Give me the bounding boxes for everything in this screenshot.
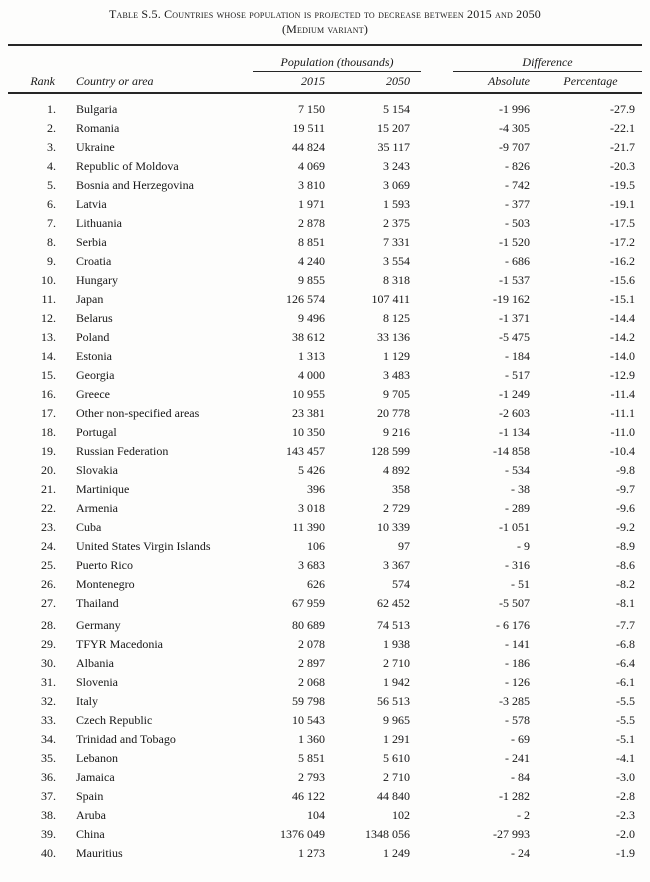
- absolute-cell: - 69: [511, 732, 530, 746]
- absolute-cell: - 9: [517, 539, 530, 553]
- table-row: [8, 420, 642, 439]
- pop2050-cell: 1 942: [383, 675, 410, 689]
- absolute-cell: - 184: [505, 349, 530, 363]
- percentage-cell: -8.6: [616, 558, 636, 572]
- pop2015-cell: 3 683: [298, 558, 325, 572]
- pop2050-cell: 1348 056: [365, 827, 410, 841]
- pop2050-cell: 1 938: [383, 637, 410, 651]
- pop2050-cell: 102: [392, 808, 410, 822]
- absolute-cell: -5 507: [499, 596, 530, 610]
- pop2015-cell: 10 350: [292, 425, 325, 439]
- percentage-cell: -2.8: [616, 789, 636, 803]
- absolute-cell: -2 603: [499, 406, 530, 420]
- country-cell: Armenia: [76, 501, 118, 515]
- pop2050-cell: 107 411: [371, 292, 410, 306]
- percentage-cell: -12.9: [610, 368, 636, 382]
- absolute-cell: - 84: [511, 770, 530, 784]
- percentage-cell: -4.1: [616, 751, 636, 765]
- pop2050-cell: 2 375: [383, 216, 410, 230]
- absolute-cell: - 377: [505, 197, 530, 211]
- pop2050-cell: 2 710: [383, 656, 410, 670]
- absolute-cell: - 742: [505, 178, 530, 192]
- table-row: [8, 803, 642, 822]
- country-cell: Martinique: [76, 482, 130, 496]
- rank-cell: 27.: [41, 596, 56, 610]
- rank-cell: 16.: [41, 387, 56, 401]
- pop2015-cell: 4 069: [298, 159, 325, 173]
- table-row: [8, 154, 642, 173]
- percentage-cell: -11.4: [610, 387, 636, 401]
- country-cell: Italy: [76, 694, 98, 708]
- absolute-cell: -1 134: [499, 425, 530, 439]
- pop2015-cell: 10 543: [292, 713, 325, 727]
- pop2015-cell: 1 313: [298, 349, 325, 363]
- pop2015-cell: 46 122: [292, 789, 325, 803]
- pop2050-cell: 33 136: [377, 330, 410, 344]
- pop2050-cell: 9 216: [383, 425, 410, 439]
- country-cell: Aruba: [76, 808, 106, 822]
- absolute-cell: - 826: [505, 159, 530, 173]
- table-row: [8, 116, 642, 135]
- pop2015-cell: 143 457: [286, 444, 325, 458]
- rank-cell: 6.: [47, 197, 56, 211]
- pop2050-cell: 9 965: [383, 713, 410, 727]
- absolute-cell: -1 371: [499, 311, 530, 325]
- table-title: [8, 0, 642, 37]
- percentage-cell: -5.5: [616, 713, 636, 727]
- country-cell: Estonia: [76, 349, 112, 363]
- pop2015-cell: 626: [307, 577, 325, 591]
- country-cell: Croatia: [76, 254, 112, 268]
- pop2015-cell: 9 496: [298, 311, 325, 325]
- rank-cell: 21.: [41, 482, 56, 496]
- table-row: [8, 553, 642, 572]
- country-cell: Belarus: [76, 311, 113, 325]
- column-header-rank: Rank: [8, 72, 58, 93]
- rank-cell: 28.: [41, 618, 56, 632]
- rank-cell: 13.: [41, 330, 56, 344]
- table-row: [8, 746, 642, 765]
- rank-cell: 36.: [41, 770, 56, 784]
- pop2015-cell: 1 273: [298, 846, 325, 860]
- percentage-cell: -6.4: [616, 656, 636, 670]
- country-cell: Ukraine: [76, 140, 115, 154]
- absolute-cell: - 517: [505, 368, 530, 382]
- country-cell: Lithuania: [76, 216, 122, 230]
- table-row: [8, 439, 642, 458]
- absolute-cell: - 241: [505, 751, 530, 765]
- country-cell: Czech Republic: [76, 713, 153, 727]
- percentage-cell: -11.0: [610, 425, 636, 439]
- table-row: [8, 363, 642, 382]
- table-row: [8, 287, 642, 306]
- pop2015-cell: 67 959: [292, 596, 325, 610]
- table-row: [8, 268, 642, 287]
- country-cell: Cuba: [76, 520, 102, 534]
- table-row: [8, 192, 642, 211]
- table-row: [8, 93, 642, 116]
- pop2015-cell: 2 897: [298, 656, 325, 670]
- rank-cell: 7.: [47, 216, 56, 230]
- absolute-cell: - 141: [505, 637, 530, 651]
- column-header-2050: 2050: [333, 72, 421, 93]
- country-cell: Romania: [76, 121, 120, 135]
- table-row: [8, 841, 642, 860]
- table-title-line2: (Medium variant): [281, 22, 369, 36]
- country-cell: Slovakia: [76, 463, 118, 477]
- country-cell: Spain: [76, 789, 104, 803]
- rank-cell: 33.: [41, 713, 56, 727]
- absolute-cell: - 686: [505, 254, 530, 268]
- pop2015-cell: 396: [307, 482, 325, 496]
- rank-cell: 34.: [41, 732, 56, 746]
- column-header-absolute: Absolute: [421, 72, 539, 93]
- percentage-cell: -6.1: [616, 675, 636, 689]
- country-cell: Bulgaria: [76, 102, 118, 116]
- table-row: [8, 496, 642, 515]
- percentage-cell: -14.2: [610, 330, 636, 344]
- rank-cell: 26.: [41, 577, 56, 591]
- pop2015-cell: 2 078: [298, 637, 325, 651]
- absolute-cell: -27 993: [493, 827, 530, 841]
- absolute-cell: - 289: [505, 501, 530, 515]
- column-header-percentage: Percentage: [539, 72, 642, 93]
- column-header-2015: 2015: [253, 72, 333, 93]
- group-header-row: [8, 46, 642, 72]
- absolute-cell: - 186: [505, 656, 530, 670]
- pop2050-cell: 35 117: [377, 140, 410, 154]
- percentage-cell: -3.0: [616, 770, 636, 784]
- country-cell: Trinidad and Tobago: [76, 732, 176, 746]
- table-row: [8, 230, 642, 249]
- pop2050-cell: 44 840: [377, 789, 410, 803]
- rank-cell: 32.: [41, 694, 56, 708]
- pop2015-cell: 4 000: [298, 368, 325, 382]
- country-cell: Germany: [76, 618, 121, 632]
- pop2050-cell: 15 207: [377, 121, 410, 135]
- pop2050-cell: 97: [398, 539, 410, 553]
- rank-cell: 9.: [47, 254, 56, 268]
- percentage-cell: -2.3: [616, 808, 636, 822]
- pop2015-cell: 5 426: [298, 463, 325, 477]
- pop2015-cell: 4 240: [298, 254, 325, 268]
- pop2015-cell: 2 878: [298, 216, 325, 230]
- rank-cell: 15.: [41, 368, 56, 382]
- rank-cell: 20.: [41, 463, 56, 477]
- country-cell: United States Virgin Islands: [76, 539, 211, 553]
- percentage-cell: -16.2: [610, 254, 636, 268]
- table-row: [8, 211, 642, 230]
- rank-cell: 22.: [41, 501, 56, 515]
- rank-cell: 18.: [41, 425, 56, 439]
- pop2015-cell: 80 689: [292, 618, 325, 632]
- percentage-cell: -8.9: [616, 539, 636, 553]
- pop2050-cell: 1 291: [383, 732, 410, 746]
- group-header-difference: [421, 46, 642, 72]
- pop2050-cell: 3 483: [383, 368, 410, 382]
- percentage-cell: -6.8: [616, 637, 636, 651]
- absolute-cell: - 51: [511, 577, 530, 591]
- pop2050-cell: 2 729: [383, 501, 410, 515]
- pop2015-cell: 3 810: [298, 178, 325, 192]
- pop2050-cell: 4 892: [383, 463, 410, 477]
- absolute-cell: -9 707: [499, 140, 530, 154]
- pop2015-cell: 59 798: [292, 694, 325, 708]
- rank-cell: 37.: [41, 789, 56, 803]
- absolute-cell: - 578: [505, 713, 530, 727]
- pop2050-cell: 1 249: [383, 846, 410, 860]
- rank-cell: 1.: [47, 102, 56, 116]
- pop2050-cell: 3 367: [383, 558, 410, 572]
- table-title-line1: Table S.5. Countries whose population is projected to decrease between 2015 and 2050: [109, 7, 541, 21]
- country-cell: Republic of Moldova: [76, 159, 179, 173]
- absolute-cell: - 126: [505, 675, 530, 689]
- country-cell: Bosnia and Herzegovina: [76, 178, 194, 192]
- rank-cell: 2.: [47, 121, 56, 135]
- pop2015-cell: 10 955: [292, 387, 325, 401]
- rank-cell: 40.: [41, 846, 56, 860]
- table-row: [8, 822, 642, 841]
- absolute-cell: - 6 176: [496, 618, 530, 632]
- rank-cell: 31.: [41, 675, 56, 689]
- pop2015-cell: 9 855: [298, 273, 325, 287]
- percentage-cell: -22.1: [610, 121, 636, 135]
- pop2050-cell: 8 318: [383, 273, 410, 287]
- rank-cell: 3.: [47, 140, 56, 154]
- pop2015-cell: 5 851: [298, 751, 325, 765]
- percentage-cell: -15.1: [610, 292, 636, 306]
- pop2015-cell: 7 150: [298, 102, 325, 116]
- percentage-cell: -9.8: [616, 463, 636, 477]
- pop2015-cell: 23 381: [292, 406, 325, 420]
- absolute-cell: - 38: [511, 482, 530, 496]
- percentage-cell: -17.2: [610, 235, 636, 249]
- pop2015-cell: 106: [307, 539, 325, 553]
- percentage-cell: -8.1: [616, 596, 636, 610]
- absolute-cell: -3 285: [499, 694, 530, 708]
- percentage-cell: -5.1: [616, 732, 636, 746]
- percentage-cell: -9.6: [616, 501, 636, 515]
- table-row: [8, 135, 642, 154]
- pop2050-cell: 62 452: [377, 596, 410, 610]
- rank-cell: 14.: [41, 349, 56, 363]
- pop2050-cell: 3 069: [383, 178, 410, 192]
- pop2015-cell: 1376 049: [280, 827, 325, 841]
- table-row: [8, 382, 642, 401]
- percentage-cell: -14.0: [610, 349, 636, 363]
- country-cell: Latvia: [76, 197, 107, 211]
- pop2050-cell: 5 154: [383, 102, 410, 116]
- table-row: [8, 572, 642, 591]
- absolute-cell: -19 162: [493, 292, 530, 306]
- table-row: [8, 727, 642, 746]
- rank-cell: 30.: [41, 656, 56, 670]
- absolute-cell: - 534: [505, 463, 530, 477]
- absolute-cell: - 316: [505, 558, 530, 572]
- group-header-population-label: Population (thousands): [253, 55, 421, 72]
- rank-cell: 12.: [41, 311, 56, 325]
- percentage-cell: -1.9: [616, 846, 636, 860]
- rank-cell: 23.: [41, 520, 56, 534]
- column-header-row: [8, 72, 642, 93]
- percentage-cell: -10.4: [610, 444, 636, 458]
- absolute-cell: - 24: [511, 846, 530, 860]
- percentage-cell: -8.2: [616, 577, 636, 591]
- absolute-cell: -4 305: [499, 121, 530, 135]
- pop2050-cell: 20 778: [377, 406, 410, 420]
- group-header-difference-label: Difference: [453, 55, 642, 72]
- pop2015-cell: 2 068: [298, 675, 325, 689]
- pop2050-cell: 5 610: [383, 751, 410, 765]
- table-row: [8, 632, 642, 651]
- group-header-spacer: [8, 46, 253, 72]
- country-cell: Serbia: [76, 235, 107, 249]
- absolute-cell: -5 475: [499, 330, 530, 344]
- country-cell: Hungary: [76, 273, 118, 287]
- table-header: [8, 46, 642, 93]
- absolute-cell: -1 282: [499, 789, 530, 803]
- table-row: [8, 591, 642, 610]
- pop2050-cell: 1 593: [383, 197, 410, 211]
- table-row: [8, 610, 642, 632]
- country-cell: Lebanon: [76, 751, 118, 765]
- pop2050-cell: 128 599: [371, 444, 410, 458]
- rank-cell: 38.: [41, 808, 56, 822]
- absolute-cell: - 2: [517, 808, 530, 822]
- rank-cell: 29.: [41, 637, 56, 651]
- table-row: [8, 344, 642, 363]
- percentage-cell: -20.3: [610, 159, 636, 173]
- pop2050-cell: 56 513: [377, 694, 410, 708]
- pop2015-cell: 104: [307, 808, 325, 822]
- pop2015-cell: 11 390: [292, 520, 325, 534]
- table-row: [8, 477, 642, 496]
- pop2050-cell: 9 705: [383, 387, 410, 401]
- population-table: [8, 46, 642, 860]
- pop2050-cell: 2 710: [383, 770, 410, 784]
- percentage-cell: -5.5: [616, 694, 636, 708]
- pop2050-cell: 358: [392, 482, 410, 496]
- pop2050-cell: 1 129: [383, 349, 410, 363]
- table-body: [8, 93, 642, 860]
- rank-cell: 11.: [41, 292, 56, 306]
- rank-cell: 17.: [41, 406, 56, 420]
- absolute-cell: -1 051: [499, 520, 530, 534]
- table-row: [8, 325, 642, 344]
- table-row: [8, 689, 642, 708]
- rank-cell: 25.: [41, 558, 56, 572]
- percentage-cell: -21.7: [610, 140, 636, 154]
- rank-cell: 39.: [41, 827, 56, 841]
- country-cell: Japan: [76, 292, 104, 306]
- table-row: [8, 534, 642, 553]
- rank-cell: 8.: [47, 235, 56, 249]
- table-row: [8, 708, 642, 727]
- pop2050-cell: 3 554: [383, 254, 410, 268]
- rank-cell: 35.: [41, 751, 56, 765]
- percentage-cell: -11.1: [610, 406, 636, 420]
- pop2015-cell: 44 824: [292, 140, 325, 154]
- country-cell: Slovenia: [76, 675, 118, 689]
- country-cell: Mauritius: [76, 846, 123, 860]
- country-cell: Albania: [76, 656, 114, 670]
- pop2050-cell: 7 331: [383, 235, 410, 249]
- pop2015-cell: 2 793: [298, 770, 325, 784]
- percentage-cell: -7.7: [616, 618, 636, 632]
- pop2015-cell: 19 511: [292, 121, 325, 135]
- table-row: [8, 249, 642, 268]
- country-cell: Puerto Rico: [76, 558, 133, 572]
- country-cell: China: [76, 827, 105, 841]
- percentage-cell: -17.5: [610, 216, 636, 230]
- pop2015-cell: 38 612: [292, 330, 325, 344]
- rank-cell: 4.: [47, 159, 56, 173]
- percentage-cell: -19.5: [610, 178, 636, 192]
- column-header-country: Country or area: [58, 72, 253, 93]
- absolute-cell: -1 520: [499, 235, 530, 249]
- table-row: [8, 670, 642, 689]
- absolute-cell: - 503: [505, 216, 530, 230]
- table-row: [8, 306, 642, 325]
- percentage-cell: -19.1: [610, 197, 636, 211]
- percentage-cell: -27.9: [610, 102, 636, 116]
- table-row: [8, 401, 642, 420]
- country-cell: Greece: [76, 387, 110, 401]
- table-row: [8, 173, 642, 192]
- table-row: [8, 458, 642, 477]
- percentage-cell: -2.0: [616, 827, 636, 841]
- pop2050-cell: 3 243: [383, 159, 410, 173]
- pop2015-cell: 8 851: [298, 235, 325, 249]
- country-cell: Other non-specified areas: [76, 406, 200, 420]
- table-row: [8, 784, 642, 803]
- rank-cell: 5.: [47, 178, 56, 192]
- rank-cell: 10.: [41, 273, 56, 287]
- country-cell: Poland: [76, 330, 110, 344]
- pop2015-cell: 3 018: [298, 501, 325, 515]
- absolute-cell: -1 537: [499, 273, 530, 287]
- pop2050-cell: 574: [392, 577, 410, 591]
- absolute-cell: -14 858: [493, 444, 530, 458]
- table-row: [8, 651, 642, 670]
- rank-cell: 19.: [41, 444, 56, 458]
- table-row: [8, 515, 642, 534]
- country-cell: Montenegro: [76, 577, 135, 591]
- country-cell: Thailand: [76, 596, 119, 610]
- country-cell: Portugal: [76, 425, 117, 439]
- country-cell: Russian Federation: [76, 444, 169, 458]
- pop2015-cell: 1 360: [298, 732, 325, 746]
- country-cell: TFYR Macedonia: [76, 637, 163, 651]
- table-row: [8, 765, 642, 784]
- pop2050-cell: 8 125: [383, 311, 410, 325]
- percentage-cell: -14.4: [610, 311, 636, 325]
- percentage-cell: -9.2: [616, 520, 636, 534]
- percentage-cell: -15.6: [610, 273, 636, 287]
- pop2050-cell: 74 513: [377, 618, 410, 632]
- country-cell: Jamaica: [76, 770, 115, 784]
- absolute-cell: -1 249: [499, 387, 530, 401]
- rank-cell: 24.: [41, 539, 56, 553]
- group-header-population: [253, 46, 421, 72]
- percentage-cell: -9.7: [616, 482, 636, 496]
- country-cell: Georgia: [76, 368, 115, 382]
- pop2015-cell: 126 574: [286, 292, 325, 306]
- absolute-cell: -1 996: [499, 102, 530, 116]
- pop2050-cell: 10 339: [377, 520, 410, 534]
- pop2015-cell: 1 971: [298, 197, 325, 211]
